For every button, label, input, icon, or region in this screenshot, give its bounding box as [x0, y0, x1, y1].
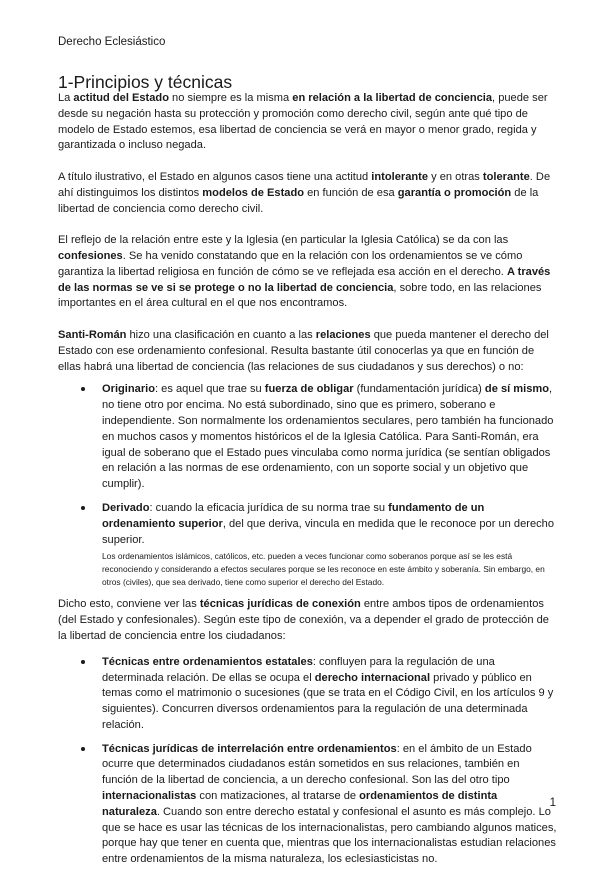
list-item-derivado: Derivado: cuando la eficacia jurídica de su norma trae su fundamento de un ordenamiento superior, del que deriva, vincula en medida que le reconoce por un derecho superior. Los ordenamientos islámicos, católicos, etc. pueden a veces funcionar como soberanos porque así se les está reconociendo y considerando a efectos seculares porque se les reconoce en este ámbito y soberanía. Sin embargo, en otros (civiles), que sea derivado, tiene como superior el derecho del Estado. — [58, 501, 558, 589]
paragraph-actitud-estado: La actitud del Estado no siempre es la misma en relación a la libertad de conciencia, puede ser desde su negación hasta su protección y promoción como derecho civil, según ante qué tipo de modelo de Estado estemos, esa libertad de conciencia se verá en mayor o menor grado, regida y garantizada o incluso negada. — [58, 92, 548, 152]
document-body — [58, 91, 558, 876]
list-item-tecnicas-interrelacion: Técnicas jurídicas de interrelación entre ordenamientos: en el ámbito de un Estado ocurre que determinados ciudadanos están sometidos en sus relaciones, también en función de la libertad de conciencia, a un derecho confesional. Son las del otro tipo internacionalistas con matizaciones, al tratarse de ordenamientos de distinta naturaleza. Cuando son entre derecho estatal y confesional el asunto es más complejo. Lo que se hace es usar las técnicas de los internacionalistas, pero cambiando algunos matices, porque hay que tener en cuenta que, mientras que los internacionalistas estudian relaciones entre ordenamientos de la misma naturaleza, los eclesiasticistas no. — [58, 742, 558, 868]
derivado-note: Los ordenamientos islámicos, católicos, etc. pueden a veces funcionar como soberanos porque así se les está reconociendo y considerando a efectos seculares porque se les reconoce en este ámbito y soberanía. Sin embargo, en otros (civiles), que sea derivado, tiene como superior el derecho del Estado. — [102, 551, 545, 588]
tecnicas-list — [58, 655, 558, 868]
list-item-tecnicas-estatales: Técnicas entre ordenamientos estatales: confluyen para la regulación de una determinada relación. De ellas se ocupa el derecho internacional privado y público en temas como el matrimonio o sucesiones (que se trata en el Código Civil, en los artículos 9 y siguientes). Concurren diversos ordenamientos para la regulación de una determinada relación. — [58, 655, 558, 734]
paragraph-modelos-estado: A título ilustrativo, el Estado en algunos casos tiene una actitud intolerante y en otras tolerante. De ahí distinguimos los distintos modelos de Estado en función de esa garantía o promoción de la libertad de conciencia como derecho civil. — [58, 170, 551, 215]
section-title: 1-Principios y técnicas — [58, 72, 233, 92]
page-number: 1 — [549, 797, 556, 809]
page-header: Derecho Eclesiástico — [58, 36, 166, 48]
bullet-icon — [81, 506, 85, 510]
list-item-originario: Originario: es aquel que trae su fuerza de obligar (fundamentación jurídica) de sí mismo, no tiene otro por encima. No está subordinado, sino que es primero, soberano e independiente. Son normalmente los ordenamientos seculares, pero también ha funcionado en muchos casos y momentos históricos el de la Iglesia Católica. Para Santi-Román, era igual de soberano que el Estado pues vinculaba como norma jurídica (se sentían obligados en relación a las normas de ese ordenamiento, con un soporte social y un objetivo que cumplir). — [58, 382, 558, 493]
paragraph-santi-roman: Santi-Román hizo una clasificación en cuanto a las relaciones que pueda mantener el derecho del Estado con ese ordenamiento confesional. Resulta bastante útil conocerlas ya que en función de ellas habrá una libertad de conciencia (las relaciones de sus ciudadanos y sus derechos) o no: — [58, 328, 549, 373]
paragraph-tecnicas-conexion: Dicho esto, conviene ver las técnicas jurídicas de conexión entre ambos tipos de ordenamientos (del Estado y confesionales). Según este tipo de conexión, va a depender el grado de protección de la libertad de conciencia entre los ciudadanos: — [58, 598, 549, 642]
bullet-icon — [81, 660, 85, 664]
paragraph-confesiones: El reflejo de la relación entre este y la Iglesia (en particular la Iglesia Católica) se da con las confesiones. Se ha venido constatando que en la relación con los ordenamientos se ve cómo garantiza la libertad religiosa en función de cómo se ve reflejada esa acción en el derecho. A través de las normas se ve si se protege o no la libertad de conciencia, sobre todo, en las relaciones importantes en el área cultural en el que nos encontramos. — [58, 234, 551, 310]
ordenamientos-list — [58, 382, 558, 589]
bullet-icon — [81, 747, 85, 751]
